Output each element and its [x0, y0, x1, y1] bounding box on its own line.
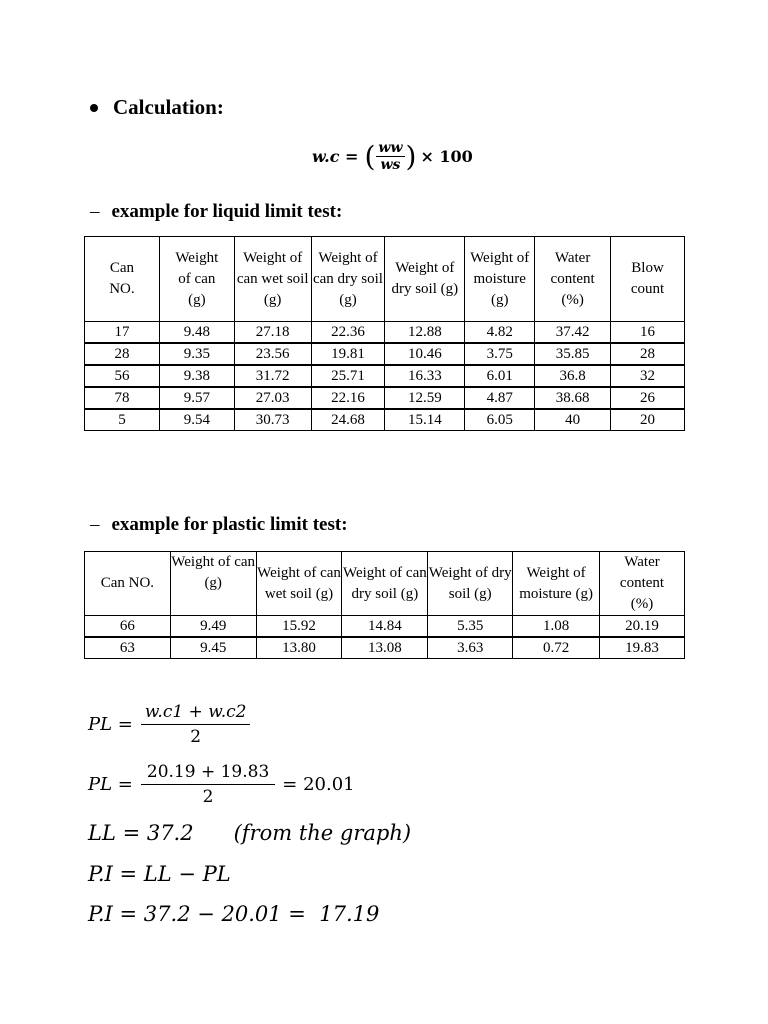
bullet-icon [90, 104, 98, 112]
plastic-limit-table [84, 551, 685, 659]
ll-equation [88, 821, 411, 845]
header-cell: Water content (%) [600, 552, 685, 616]
liquid-limit-heading-text: example for liquid limit test: [111, 201, 343, 222]
table-cell: 19.83 [600, 637, 685, 659]
table-cell: 27.18 [234, 322, 311, 344]
table-cell: 35.85 [535, 343, 611, 365]
header-cell: Can NO. [85, 237, 160, 322]
wc-formula-times: × 100 [420, 147, 473, 166]
wc-formula-numerator: ww [378, 140, 403, 156]
header-cell: Weight of can (g) [170, 552, 256, 616]
header-cell: Weight of moisture (g) [513, 552, 600, 616]
table-cell: 15.92 [256, 616, 342, 638]
pl-val-denominator: 2 [202, 787, 214, 807]
table-cell: 40 [535, 409, 611, 431]
table-cell: 9.38 [159, 365, 234, 387]
table-cell: 27.03 [234, 387, 311, 409]
table-cell: 9.35 [159, 343, 234, 365]
plastic-limit-header-row [85, 552, 685, 616]
ll-value: LL = 37.2 [88, 821, 194, 845]
ll-note: (from the graph) [233, 821, 412, 845]
table-cell: 78 [85, 387, 160, 409]
table-cell: 13.80 [256, 637, 342, 659]
table-cell: 31.72 [234, 365, 311, 387]
table-cell: 30.73 [234, 409, 311, 431]
table-cell: 9.49 [170, 616, 256, 638]
header-cell: Weight of can wet soil (g) [234, 237, 311, 322]
table-cell: 26 [611, 387, 685, 409]
table-cell: 63 [85, 637, 171, 659]
header-cell: Blow count [611, 237, 685, 322]
header-cell: Weight of can dry soil (g) [342, 552, 428, 616]
table-cell: 15.14 [385, 409, 465, 431]
table-row [85, 322, 685, 344]
wc-formula-denominator: ws [380, 157, 401, 173]
liquid-limit-heading: – example for liquid limit test: [90, 201, 343, 222]
table-cell: 6.05 [465, 409, 535, 431]
pi-value-equation [88, 902, 379, 926]
table-cell: 37.42 [535, 322, 611, 344]
table-row [85, 616, 685, 638]
liquid-limit-header-row [85, 237, 685, 322]
table-cell: 14.84 [342, 616, 428, 638]
table-cell: 56 [85, 365, 160, 387]
calculation-heading-text: Calculation: [113, 95, 224, 119]
table-row [85, 409, 685, 431]
table-cell: 22.16 [311, 387, 385, 409]
table-cell: 17 [85, 322, 160, 344]
pi-val-text: P.I = 37.2 − 20.01 = 17.19 [88, 902, 380, 926]
header-cell: Weight of can wet soil (g) [256, 552, 342, 616]
pl-val-numerator: 20.19 + 19.83 [146, 762, 270, 782]
header-cell: Can NO. [85, 552, 171, 616]
table-cell: 20.19 [600, 616, 685, 638]
table-row [85, 637, 685, 659]
pl-definition-equation [88, 700, 251, 749]
pl-def-numerator: w.c1 + w.c2 [144, 702, 247, 722]
header-cell: Water content (%) [535, 237, 611, 322]
table-cell: 28 [611, 343, 685, 365]
pl-def-fraction [141, 700, 251, 749]
table-cell: 25.71 [311, 365, 385, 387]
wc-formula-lhs: w.c = [312, 147, 359, 166]
header-cell: Weight of dry soil (g) [428, 552, 513, 616]
header-cell: Weight of can (g) [159, 237, 234, 322]
header-cell: Weight of moisture (g) [465, 237, 535, 322]
header-cell: Weight of dry soil (g) [385, 237, 465, 322]
table-cell: 4.82 [465, 322, 535, 344]
table-cell: 28 [85, 343, 160, 365]
table-row [85, 365, 685, 387]
pl-value-equation [88, 760, 355, 809]
table-cell: 20 [611, 409, 685, 431]
table-cell: 16.33 [385, 365, 465, 387]
pi-definition-equation [88, 862, 231, 886]
table-cell: 36.8 [535, 365, 611, 387]
wc-formula-fraction [376, 140, 404, 173]
plastic-limit-heading-text: example for plastic limit test: [111, 514, 348, 535]
pl-val-lhs: PL = [88, 774, 133, 795]
pl-def-lhs: PL = [88, 714, 133, 735]
table-cell: 66 [85, 616, 171, 638]
table-cell: 1.08 [513, 616, 600, 638]
table-cell: 13.08 [342, 637, 428, 659]
table-cell: 3.63 [428, 637, 513, 659]
liquid-limit-table [84, 236, 685, 431]
water-content-formula: w.c = ( $\frac{ww}{ws}$ ) × 100 [312, 139, 473, 173]
table-cell: 0.72 [513, 637, 600, 659]
plastic-limit-heading: – example for plastic limit test: [90, 514, 348, 535]
table-cell: 9.48 [159, 322, 234, 344]
header-cell: Weight of can dry soil (g) [311, 237, 385, 322]
pl-val-fraction [141, 760, 275, 809]
table-cell: 3.75 [465, 343, 535, 365]
table-cell: 12.59 [385, 387, 465, 409]
pl-val-result: = 20.01 [282, 774, 355, 795]
pi-def-text: P.I = LL − PL [88, 862, 231, 886]
table-cell: 9.54 [159, 409, 234, 431]
table-cell: 23.56 [234, 343, 311, 365]
table-cell: 32 [611, 365, 685, 387]
table-cell: 19.81 [311, 343, 385, 365]
table-cell: 10.46 [385, 343, 465, 365]
table-cell: 22.36 [311, 322, 385, 344]
table-cell: 5.35 [428, 616, 513, 638]
table-cell: 4.87 [465, 387, 535, 409]
table-cell: 16 [611, 322, 685, 344]
table-row [85, 343, 685, 365]
table-cell: 9.57 [159, 387, 234, 409]
calculation-heading [90, 95, 224, 120]
table-row [85, 387, 685, 409]
table-cell: 24.68 [311, 409, 385, 431]
table-cell: 9.45 [170, 637, 256, 659]
table-cell: 5 [85, 409, 160, 431]
table-cell: 38.68 [535, 387, 611, 409]
table-cell: 6.01 [465, 365, 535, 387]
pl-def-denominator: 2 [190, 727, 202, 747]
table-cell: 12.88 [385, 322, 465, 344]
